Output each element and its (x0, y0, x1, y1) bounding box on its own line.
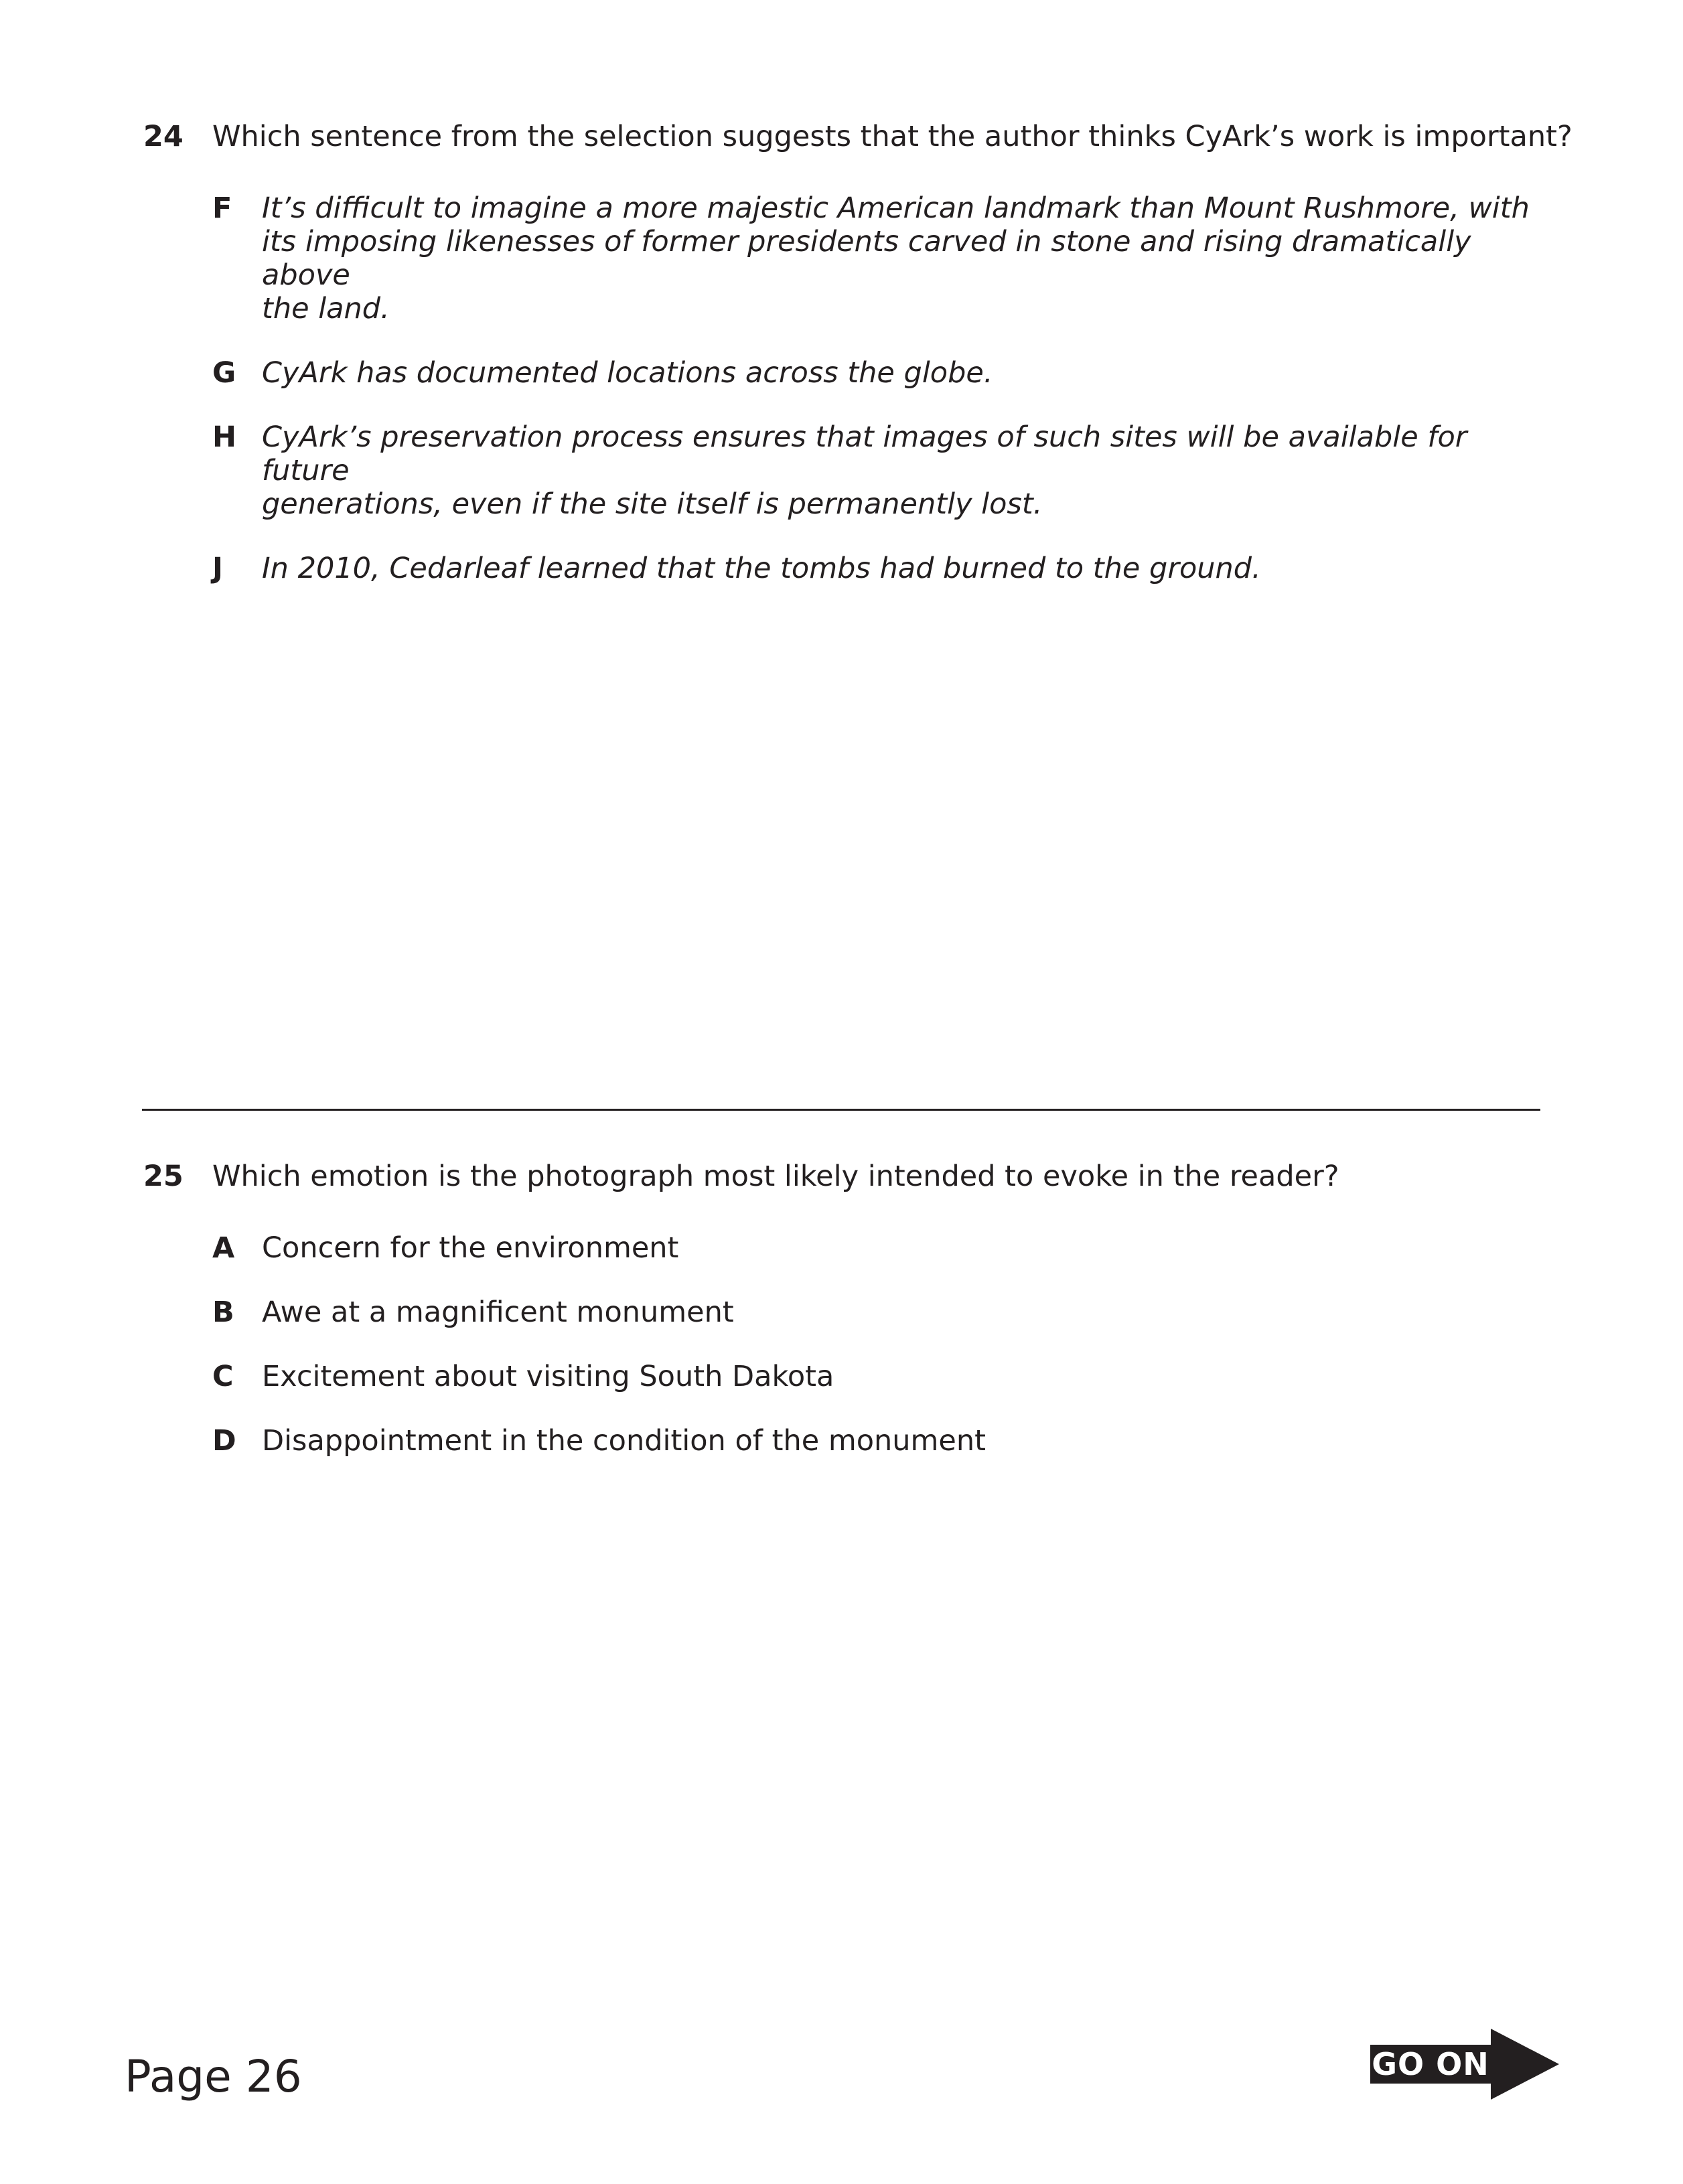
question-stem (143, 118, 1572, 156)
choice-f[interactable] (212, 191, 1543, 325)
choice-text (262, 552, 1543, 585)
go-on-label: GO ON (1372, 2046, 1489, 2082)
answer-choices (212, 1231, 1543, 1458)
choice-text (262, 1231, 1543, 1265)
choice-text (262, 420, 1543, 521)
choice-d[interactable] (212, 1424, 1543, 1458)
question-24 (143, 118, 1572, 616)
choice-text-line: In 2010, Cedarleaf learned that the tombs had burned to the ground. (262, 552, 1261, 585)
choice-letter: D (212, 1424, 236, 1458)
go-on-button[interactable] (1370, 2029, 1559, 2100)
choice-text-line: Disappointment in the condition of the monument (262, 1424, 986, 1458)
choice-text-line: Concern for the environment (262, 1231, 679, 1265)
choice-h[interactable] (212, 420, 1543, 521)
question-text: Which emotion is the photograph most likely intended to evoke in the reader? (212, 1160, 1339, 1193)
question-number: 24 (143, 120, 184, 153)
choice-text (262, 356, 1543, 390)
choice-c[interactable] (212, 1360, 1543, 1393)
choice-text-line: It’s difficult to imagine a more majestic American landmark than Mount Rushmore, with (262, 191, 1530, 225)
choice-letter: C (212, 1360, 234, 1393)
question-25 (143, 1158, 1543, 1488)
choice-text-line: the land. (262, 292, 390, 325)
choice-text (262, 191, 1543, 325)
choice-letter: F (212, 191, 232, 225)
choice-j[interactable] (212, 552, 1543, 585)
answer-choices (212, 191, 1543, 585)
choice-text-line: CyArk’s preservation process ensures that images of such sites will be available for future (262, 420, 1467, 487)
choice-text-line: Excitement about visiting South Dakota (262, 1360, 834, 1393)
question-number: 25 (143, 1160, 184, 1193)
question-text: Which sentence from the selection suggests that the author thinks CyArk’s work is important? (212, 120, 1572, 153)
choice-text-line: CyArk has documented locations across the globe. (262, 356, 993, 390)
choice-letter: A (212, 1231, 235, 1265)
choice-text (262, 1424, 1543, 1458)
choice-b[interactable] (212, 1296, 1543, 1329)
section-divider (142, 1109, 1540, 1111)
choice-letter: J (212, 552, 223, 585)
page-number: Page 26 (125, 2051, 302, 2102)
choice-a[interactable] (212, 1231, 1543, 1265)
question-stem (143, 1158, 1543, 1196)
choice-text (262, 1296, 1543, 1329)
choice-letter: B (212, 1296, 234, 1329)
choice-letter: G (212, 356, 236, 390)
choice-g[interactable] (212, 356, 1543, 390)
choice-text-line: Awe at a magnificent monument (262, 1296, 734, 1329)
choice-text-line: its imposing likenesses of former presidents carved in stone and rising dramatically above (262, 225, 1471, 292)
choice-letter: H (212, 420, 236, 454)
choice-text (262, 1360, 1543, 1393)
choice-text-line: generations, even if the site itself is permanently lost. (262, 487, 1043, 521)
